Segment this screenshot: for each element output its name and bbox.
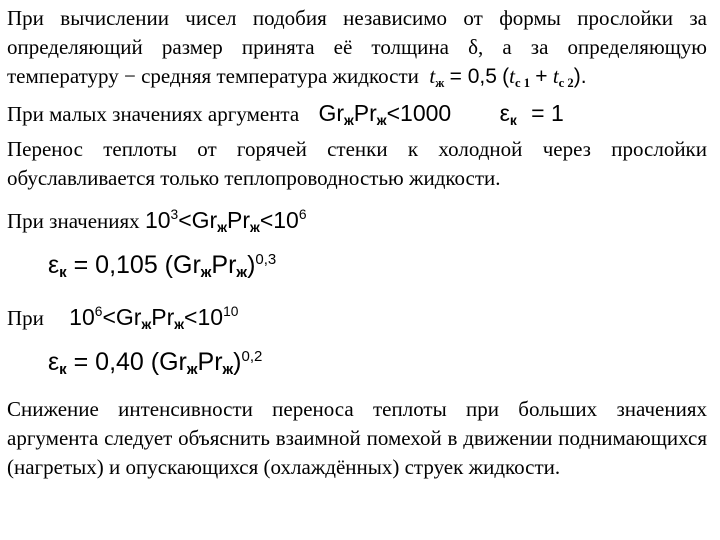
range-1-text: При значениях xyxy=(7,209,140,233)
paragraph-conclusion xyxy=(7,395,707,482)
range-2-text: При xyxy=(7,306,44,330)
paragraph-range-2 xyxy=(7,297,707,339)
small-argument-formula: $Gr_жPr_ж<1000$ $\varepsilon_к = 1$ xyxy=(318,100,564,128)
range-1-formula: $10^3<Gr_жPr_ж<10^6$ xyxy=(144,207,307,235)
correlation-formula-2: $\varepsilon_к = 0,40$ $(Gr_жPr_ж)^{0,2}$ xyxy=(48,348,263,378)
small-values-text: При малых значениях аргумента xyxy=(7,102,300,126)
paragraph-range-1 xyxy=(7,200,707,242)
range-2-formula: $10^6<Gr_жPr_ж<10^{10}$ xyxy=(69,304,239,332)
paragraph-conduction xyxy=(7,135,707,193)
conclusion-text: Снижение интенсивности переноса теплоты при больших значениях аргумента следует объяснить взаимной помехой в движении поднимающихся (нагретых) и опускающихся (охлаждённых) струек жидкости. xyxy=(7,397,707,479)
paragraph-small-values xyxy=(7,99,707,135)
conduction-text: Перенос теплоты от горячей стенки к холодной через прослойки обуславливается только теплопроводностью жидкости. xyxy=(7,137,707,190)
paragraph-intro xyxy=(7,4,707,98)
correlation-formula-1: $\varepsilon_к = 0,105$ $(Gr_жPr_ж)^{0,3}$ xyxy=(48,251,277,281)
intro-text: При вычислении чисел подобия независимо от формы прослойки за определяющий размер принята её толщина δ, а за определяющую температуру − средняя температура жидкости xyxy=(7,6,707,88)
mean-temperature-formula: $t_ж = 0,5$ $(t_{с 1} + t_{с 2})$. xyxy=(429,64,587,90)
